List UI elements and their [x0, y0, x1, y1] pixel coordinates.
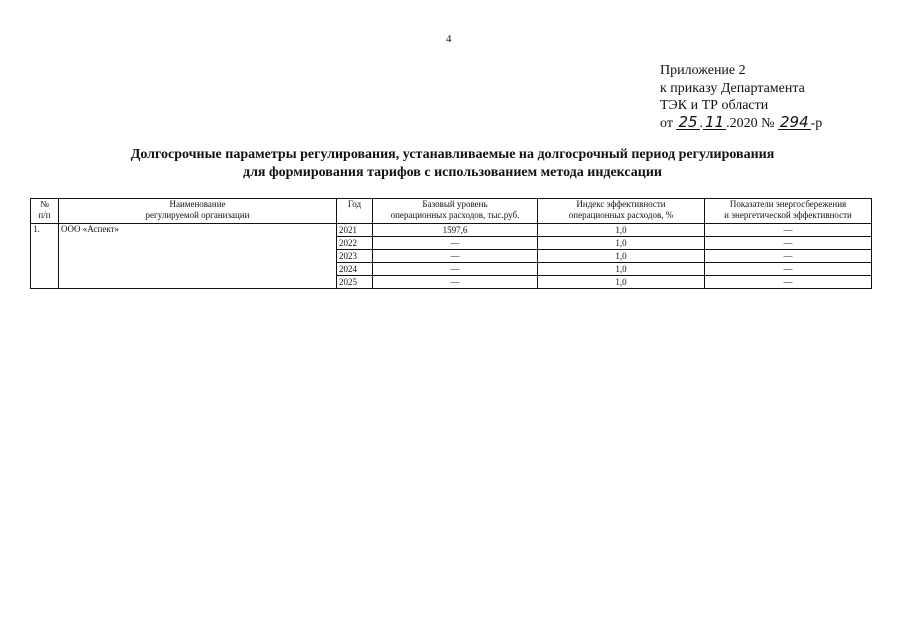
header-index-line2: операционных расходов, % [568, 210, 674, 220]
cell-energy: — [705, 263, 872, 276]
date-month-handwritten: 11 [705, 112, 725, 131]
cell-index: 1,0 [538, 263, 705, 276]
document-title [0, 146, 905, 181]
date-prefix: от [660, 115, 673, 131]
header-org-line1: Наименование [169, 199, 226, 209]
appendix-date-line [660, 112, 823, 133]
doc-number-handwritten: 294 [779, 112, 809, 131]
header-org-line2: регулируемой организации [145, 210, 250, 220]
appendix-department: ТЭК и ТР области [660, 98, 769, 113]
header-num-line1: № [40, 199, 49, 209]
header-num-line2: п/п [38, 210, 51, 220]
cell-index: 1,0 [538, 276, 705, 289]
cell-energy: — [705, 276, 872, 289]
title-line-2: для формирования тарифов с использованием метода индексации [242, 164, 662, 180]
header-energy-line2: и энергетической эффективности [724, 210, 852, 220]
cell-index: 1,0 [538, 237, 705, 250]
cell-base: — [373, 263, 538, 276]
organization-name: ООО «Аспект» [59, 224, 337, 289]
cell-energy: — [705, 237, 872, 250]
cell-base: — [373, 250, 538, 263]
table-header-row [31, 199, 872, 224]
header-year [337, 199, 373, 224]
header-org [59, 199, 337, 224]
header-year-line1: Год [347, 199, 362, 209]
cell-base: — [373, 237, 538, 250]
appendix-order-ref: к приказу Департамента [660, 80, 805, 96]
header-base-line1: Базовый уровень [422, 199, 488, 209]
header-energy-line1: Показатели энергосбережения [729, 199, 847, 209]
header-efficiency-index [538, 199, 705, 224]
header-num [31, 199, 59, 224]
cell-year: 2022 [337, 237, 373, 250]
date-separator: . [699, 115, 704, 131]
appendix-block [660, 62, 822, 132]
page-number: 4 [446, 33, 452, 45]
header-index-line1: Индекс эффективности [576, 199, 666, 209]
table-row [31, 224, 872, 237]
cell-year: 2021 [337, 224, 373, 237]
header-base-line2: операционных расходов, тыс.руб. [390, 210, 520, 220]
date-year: .2020 № [726, 115, 775, 131]
doc-suffix: -р [810, 115, 823, 131]
cell-energy: — [705, 250, 872, 263]
cell-year: 2024 [337, 263, 373, 276]
header-energy-indicators [705, 199, 872, 224]
appendix-title: Приложение 2 [660, 63, 746, 78]
header-base-level [373, 199, 538, 224]
cell-year: 2025 [337, 276, 373, 289]
cell-base: — [373, 276, 538, 289]
cell-energy: — [705, 224, 872, 237]
cell-base: 1597,6 [373, 224, 538, 237]
cell-index: 1,0 [538, 224, 705, 237]
cell-index: 1,0 [538, 250, 705, 263]
row-number: 1. [31, 224, 59, 289]
parameters-table [30, 198, 872, 289]
cell-year: 2023 [337, 250, 373, 263]
date-day-handwritten: 25 [678, 112, 698, 131]
title-line-1: Долгосрочные параметры регулирования, устанавливаемые на долгосрочный период регулирования [130, 147, 775, 162]
